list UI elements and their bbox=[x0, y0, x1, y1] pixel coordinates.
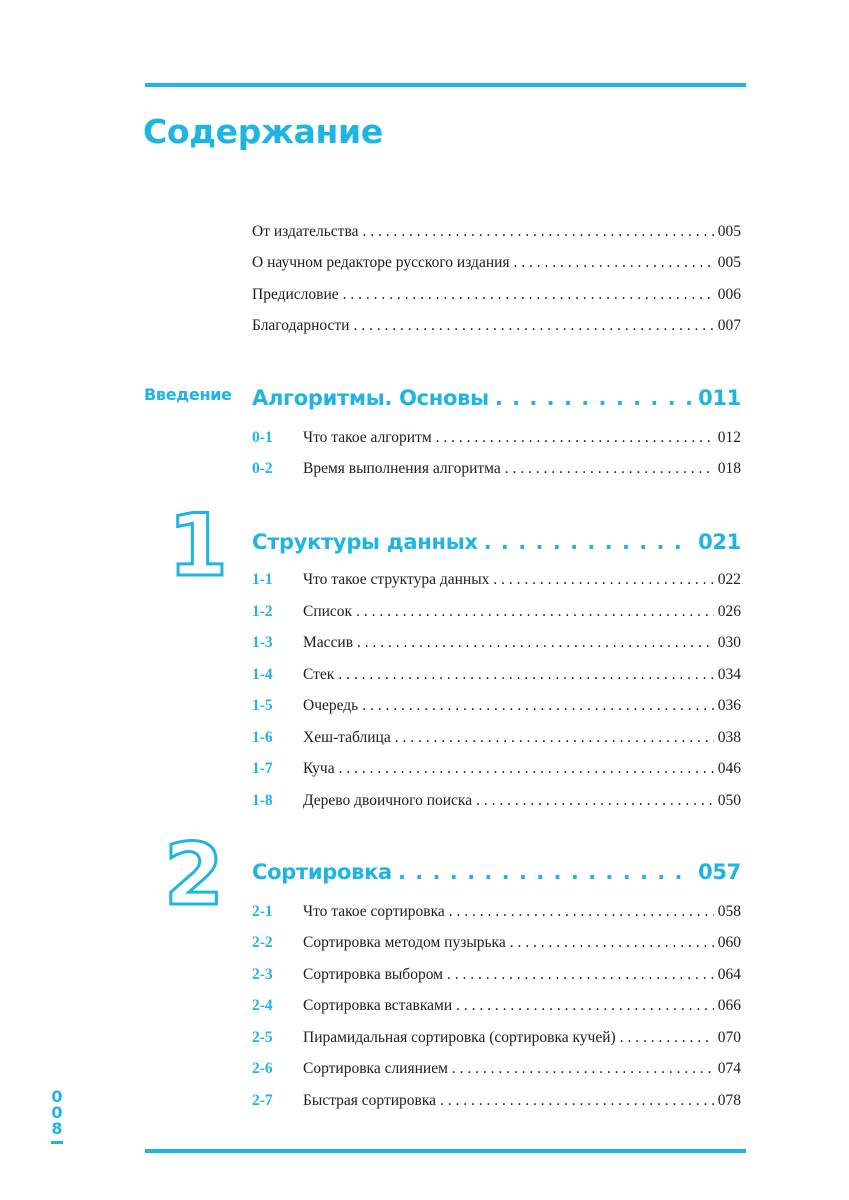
chapter-number-2: 2 bbox=[164, 825, 224, 925]
chapter-heading-1[interactable]: Структуры данных . . . 021 bbox=[252, 529, 741, 555]
toc-entry[interactable]: 0-2 Время выполнения алгоритма . . . 018 bbox=[252, 459, 741, 479]
toc-entry[interactable]: 1-6 Хеш-таблица . . . 038 bbox=[252, 728, 741, 748]
page-title: Содержание bbox=[143, 112, 383, 151]
toc-entry-front[interactable]: Предисловие . . . 006 bbox=[252, 285, 741, 305]
toc-entry[interactable]: 1-7 Куча . . . 046 bbox=[252, 759, 741, 779]
toc-entry[interactable]: 1-2 Список . . . 026 bbox=[252, 602, 741, 622]
toc-entry[interactable]: 2-5 Пирамидальная сортировка (сортировка кучей) . . . 070 bbox=[252, 1028, 741, 1048]
toc-entry[interactable]: 2-3 Сортировка выбором . . . 064 bbox=[252, 965, 741, 985]
intro-label: Введение bbox=[144, 385, 232, 404]
folio-dash bbox=[51, 1141, 63, 1144]
bottom-rule bbox=[145, 1149, 746, 1153]
toc-entry[interactable]: 2-1 Что такое сортировка . . . 058 bbox=[252, 902, 741, 922]
chapter-heading-2[interactable]: Сортировка . . . 057 bbox=[252, 859, 741, 885]
page-folio: 0 0 8 bbox=[49, 1089, 65, 1144]
toc-entry-front[interactable]: От издательства . . . 005 bbox=[252, 222, 741, 242]
toc-entry[interactable]: 2-6 Сортировка слиянием . . . 074 bbox=[252, 1059, 741, 1079]
toc-entry[interactable]: 1-5 Очередь . . . 036 bbox=[252, 696, 741, 716]
top-rule bbox=[145, 83, 746, 87]
toc-entry[interactable]: 2-4 Сортировка вставками . . . 066 bbox=[252, 996, 741, 1016]
toc-entry[interactable]: 0-1 Что такое алгоритм . . . 012 bbox=[252, 428, 741, 448]
chapter-heading-intro[interactable]: Алгоритмы. Основы . . . 011 bbox=[252, 385, 741, 411]
toc-entry[interactable]: 1-4 Стек . . . 034 bbox=[252, 665, 741, 685]
toc-entry-front[interactable]: Благодарности . . . 007 bbox=[252, 316, 741, 336]
toc-entry[interactable]: 2-2 Сортировка методом пузырька . . . 060 bbox=[252, 933, 741, 953]
toc-entry[interactable]: 1-1 Что такое структура данных . . . 022 bbox=[252, 570, 741, 590]
toc-entry[interactable]: 1-3 Массив . . . 030 bbox=[252, 633, 741, 653]
toc-entry[interactable]: 1-8 Дерево двоичного поиска . . . 050 bbox=[252, 791, 741, 811]
toc-entry[interactable]: 2-7 Быстрая сортировка . . . 078 bbox=[252, 1091, 741, 1111]
chapter-number-1: 1 bbox=[168, 496, 228, 596]
toc-entry-front[interactable]: О научном редакторе русского издания . . . 005 bbox=[252, 253, 741, 273]
